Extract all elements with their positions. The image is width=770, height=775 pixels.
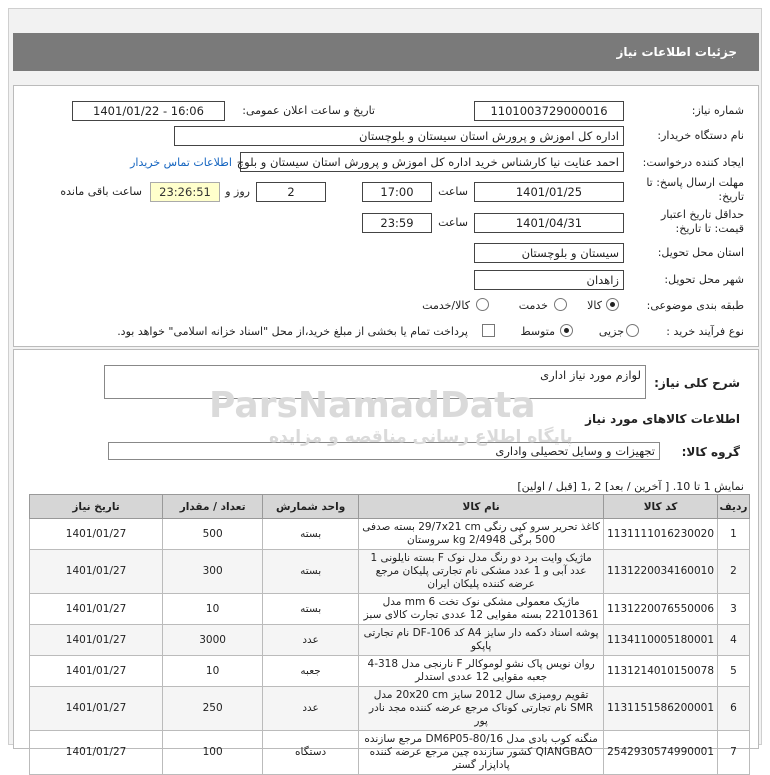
category-goods-label: کالا <box>587 299 602 312</box>
cell-qty: 10 <box>163 656 263 687</box>
col-row: ردیف <box>718 495 750 519</box>
items-table <box>29 494 750 775</box>
deadline-date-field: 1401/01/25 <box>474 182 624 202</box>
cell-date: 1401/01/27 <box>30 656 163 687</box>
category-goods-radio[interactable] <box>606 298 619 311</box>
table-header-row <box>30 495 750 519</box>
process-medium-radio[interactable] <box>560 324 573 337</box>
payment-note: پرداخت تمام یا بخشی از مبلغ خرید،از محل "اسناد خزانه اسلامی" خواهد بود. <box>117 325 468 338</box>
process-label: نوع فرآیند خرید : <box>666 325 744 338</box>
announce-field: 1401/01/22 - 16:06 <box>72 101 225 121</box>
table-row <box>30 625 750 656</box>
category-goods-service-radio[interactable] <box>476 298 489 311</box>
cell-date: 1401/01/27 <box>30 519 163 550</box>
cell-unit: بسته <box>263 550 359 594</box>
days-word-label: روز و <box>225 185 250 198</box>
category-service-label: خدمت <box>518 299 548 312</box>
watermark-tagline: پایگاه اطلاع رسانی مناقصه و مزایده <box>269 427 573 447</box>
process-medium-label: متوسط <box>520 325 555 338</box>
treasury-bonds-checkbox[interactable] <box>482 324 495 337</box>
cell-qty: 500 <box>163 519 263 550</box>
table-row <box>30 594 750 625</box>
group-field: تجهیزات و وسایل تحصیلی واداری <box>108 442 660 460</box>
cell-qty: 250 <box>163 687 263 731</box>
cell-code: 1131220076550006 <box>604 594 718 625</box>
validity-time-field: 23:59 <box>362 213 432 233</box>
cell-date: 1401/01/27 <box>30 731 163 775</box>
cell-row: 5 <box>718 656 750 687</box>
cell-qty: 300 <box>163 550 263 594</box>
table-row <box>30 731 750 775</box>
watermark-brand: ParsNamadData <box>209 385 536 426</box>
cell-row: 6 <box>718 687 750 731</box>
contact-buyer-link[interactable]: اطلاعات تماس خریدار <box>130 156 232 169</box>
deadline-label: مهلت ارسال پاسخ: تا تاریخ: <box>646 176 744 203</box>
requester-label: ایجاد کننده درخواست: <box>642 156 744 169</box>
cell-row: 7 <box>718 731 750 775</box>
col-date: تاریخ نیاز <box>30 495 163 519</box>
announce-label: تاریخ و ساعت اعلان عمومی: <box>242 104 375 117</box>
cell-unit: بسته <box>263 519 359 550</box>
category-service-radio[interactable] <box>554 298 567 311</box>
cell-date: 1401/01/27 <box>30 687 163 731</box>
city-label: شهر محل تحویل: <box>664 273 744 286</box>
cell-name: تقویم رومیزی سال 2012 سایز 20x20 cm مدل SMR نام تجارتی کوناک مرجع عرضه کننده مجد نادر پور <box>359 687 604 731</box>
province-label: استان محل تحویل: <box>657 246 744 259</box>
table-row <box>30 550 750 594</box>
validity-time-label: ساعت <box>438 216 468 229</box>
cell-code: 1131220034160010 <box>604 550 718 594</box>
cell-code: 1134110005180001 <box>604 625 718 656</box>
need-number-label: شماره نیاز: <box>691 104 744 117</box>
process-minor-label: جزیی <box>598 325 624 338</box>
buyer-field: اداره کل اموزش و پرورش استان سیستان و بلوچستان <box>174 126 624 146</box>
cell-date: 1401/01/27 <box>30 625 163 656</box>
cell-unit: عدد <box>263 687 359 731</box>
province-field: سیستان و بلوچستان <box>474 243 624 263</box>
validity-date-field: 1401/04/31 <box>474 213 624 233</box>
category-label: طبقه بندی موضوعی: <box>646 299 744 312</box>
cell-name: روان نویس پاک نشو لوموکالر F نارنجی مدل 318-4 جعبه مقوایی 12 عددی استدلر <box>359 656 604 687</box>
category-goods-service-label: کالا/خدمت <box>422 299 470 312</box>
days-remaining-field: 2 <box>256 182 326 202</box>
group-label: گروه کالا: <box>681 445 740 459</box>
cell-date: 1401/01/27 <box>30 594 163 625</box>
col-qty: تعداد / مقدار <box>163 495 263 519</box>
remaining-time-field: 23:26:51 <box>150 182 220 202</box>
cell-name: ماژیک معمولی مشکی نوک تخت 6 mm مدل 22101361 بسته مقوایی 12 عددی تجارت کالای سبز <box>359 594 604 625</box>
cell-row: 4 <box>718 625 750 656</box>
remaining-time-label: ساعت باقی مانده <box>60 185 142 198</box>
cell-code: 2542930574990001 <box>604 731 718 775</box>
cell-date: 1401/01/27 <box>30 550 163 594</box>
col-unit: واحد شمارش <box>263 495 359 519</box>
requester-field: احمد عنایت نیا کارشناس خرید اداره کل اموزش و پرورش استان سیستان و بلوچ <box>240 152 624 172</box>
cell-qty: 3000 <box>163 625 263 656</box>
cell-code: 1131151586200001 <box>604 687 718 731</box>
cell-qty: 10 <box>163 594 263 625</box>
cell-row: 1 <box>718 519 750 550</box>
cell-name: ماژیک وایت برد دو رنگ مدل نوک F بسته نایلونی 1 عدد آبی و 1 عدد مشکی نام تجارتی پلیکان مرجع عرضه کننده پلیکان ایران <box>359 550 604 594</box>
cell-row: 2 <box>718 550 750 594</box>
cell-qty: 100 <box>163 731 263 775</box>
table-row <box>30 519 750 550</box>
cell-name: پوشه اسناد دکمه دار سایز A4 کد DF-106 نام تجارتی پاپکو <box>359 625 604 656</box>
cell-code: 1131214010150078 <box>604 656 718 687</box>
cell-name: کاغذ تحریر سرو کپی رنگی 29/7x21 cm بسته صدفی 500 برگی 2/4948 kg سروستان <box>359 519 604 550</box>
validity-label: حداقل تاریخ اعتبار قیمت: تا تاریخ: <box>660 208 744 235</box>
cell-unit: جعبه <box>263 656 359 687</box>
col-name: نام کالا <box>359 495 604 519</box>
need-info-panel <box>13 85 759 347</box>
cell-row: 3 <box>718 594 750 625</box>
deadline-time-label: ساعت <box>438 185 468 198</box>
items-section-title: اطلاعات کالاهای مورد نیاز <box>585 412 740 426</box>
city-field: زاهدان <box>474 270 624 290</box>
buyer-label: نام دستگاه خریدار: <box>657 129 744 142</box>
table-row <box>30 687 750 731</box>
need-number-field: 1101003729000016 <box>474 101 624 121</box>
summary-field: لوازم مورد نیاز اداری <box>104 365 646 399</box>
cell-unit: دستگاه <box>263 731 359 775</box>
col-code: کد کالا <box>604 495 718 519</box>
pagination[interactable]: نمایش 1 تا 10. [ آخرین / بعد] 2 ,1 [قبل / اولین] <box>517 480 744 493</box>
cell-unit: بسته <box>263 594 359 625</box>
summary-label: شرح کلی نیاز: <box>654 376 740 390</box>
cell-unit: عدد <box>263 625 359 656</box>
page-container <box>8 8 762 771</box>
deadline-time-field: 17:00 <box>362 182 432 202</box>
page-title: جزئیات اطلاعات نیاز <box>13 33 759 71</box>
cell-name: منگنه کوب بادی مدل DM6P05-80/16 مرجع سازنده QIANGBAO کشور سازنده چین مرجع عرضه کننده پاداپزار گستر <box>359 731 604 775</box>
cell-code: 1131111016230020 <box>604 519 718 550</box>
table-row <box>30 656 750 687</box>
process-minor-radio[interactable] <box>626 324 639 337</box>
